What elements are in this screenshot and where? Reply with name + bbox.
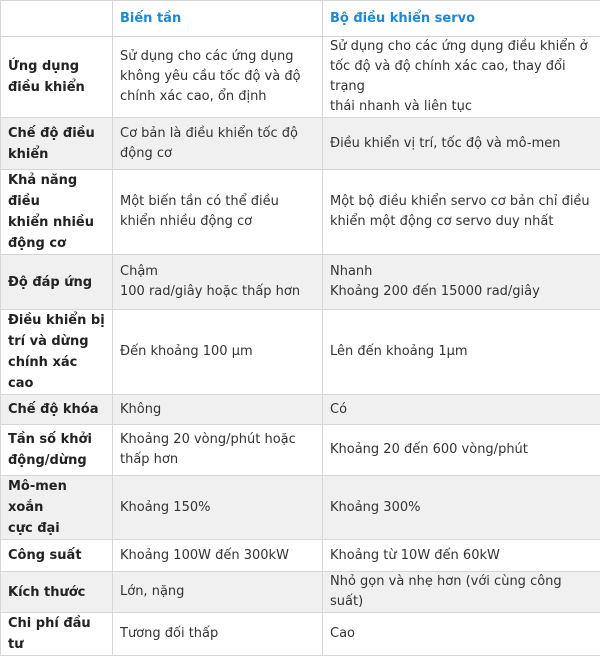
table-row xyxy=(1,37,600,118)
row-label: Công suất xyxy=(1,540,113,572)
servo-cell: Khoảng 300% xyxy=(323,476,600,540)
row-label: Chế độ khóa xyxy=(1,395,113,425)
servo-cell: Sử dụng cho các ứng dụng điều khiển ở tốc độ và độ chính xác cao, thay đổi trạng thái nhanh và liên tục xyxy=(323,37,600,118)
row-label: Độ đáp ứng xyxy=(1,255,113,310)
table-row xyxy=(1,613,600,656)
inverter-cell: Đến khoảng 100 μm xyxy=(113,310,323,395)
table-row xyxy=(1,476,600,540)
header-servo: Bộ điều khiển servo xyxy=(323,1,600,37)
servo-cell: Cao xyxy=(323,613,600,656)
servo-cell: Có xyxy=(323,395,600,425)
servo-cell: Nhỏ gọn và nhẹ hơn (với cùng công suất) xyxy=(323,572,600,613)
inverter-cell: Lớn, nặng xyxy=(113,572,323,613)
table-row xyxy=(1,170,600,255)
table-row xyxy=(1,425,600,476)
row-label: Chi phí đầu tư xyxy=(1,613,113,656)
inverter-cell: Khoảng 150% xyxy=(113,476,323,540)
servo-cell: Lên đến khoảng 1μm xyxy=(323,310,600,395)
row-label: Điều khiển bị trí và dừng chính xác cao xyxy=(1,310,113,395)
inverter-cell: Tương đối thấp xyxy=(113,613,323,656)
servo-cell: Nhanh Khoảng 200 đến 15000 rad/giây xyxy=(323,255,600,310)
servo-cell: Khoảng 20 đến 600 vòng/phút xyxy=(323,425,600,476)
servo-cell: Một bộ điều khiển servo cơ bản chỉ điều khiển một động cơ servo duy nhất xyxy=(323,170,600,255)
table-row xyxy=(1,572,600,613)
table-row xyxy=(1,540,600,572)
row-label: Khả năng điều khiển nhiều động cơ xyxy=(1,170,113,255)
table-row xyxy=(1,395,600,425)
table-row xyxy=(1,310,600,395)
header-row xyxy=(1,1,600,37)
table-row xyxy=(1,118,600,170)
table-row xyxy=(1,255,600,310)
inverter-cell: Sử dụng cho các ứng dụng không yêu cầu tốc độ và độ chính xác cao, ổn định xyxy=(113,37,323,118)
row-label: Mô-men xoắn cực đại xyxy=(1,476,113,540)
header-blank xyxy=(1,1,113,37)
header-inverter: Biến tần xyxy=(113,1,323,37)
row-label: Ứng dụng điều khiển xyxy=(1,37,113,118)
inverter-cell: Chậm 100 rad/giây hoặc thấp hơn xyxy=(113,255,323,310)
row-label: Chế độ điều khiển xyxy=(1,118,113,170)
inverter-cell: Khoảng 20 vòng/phút hoặc thấp hơn xyxy=(113,425,323,476)
servo-cell: Điều khiển vị trí, tốc độ và mô-men xyxy=(323,118,600,170)
inverter-cell: Khoảng 100W đến 300kW xyxy=(113,540,323,572)
inverter-cell: Không xyxy=(113,395,323,425)
row-label: Kích thước xyxy=(1,572,113,613)
row-label: Tần số khởi động/dừng xyxy=(1,425,113,476)
inverter-cell: Cơ bản là điều khiển tốc độ động cơ xyxy=(113,118,323,170)
servo-cell: Khoảng từ 10W đến 60kW xyxy=(323,540,600,572)
inverter-cell: Một biến tần có thể điều khiển nhiều động cơ xyxy=(113,170,323,255)
